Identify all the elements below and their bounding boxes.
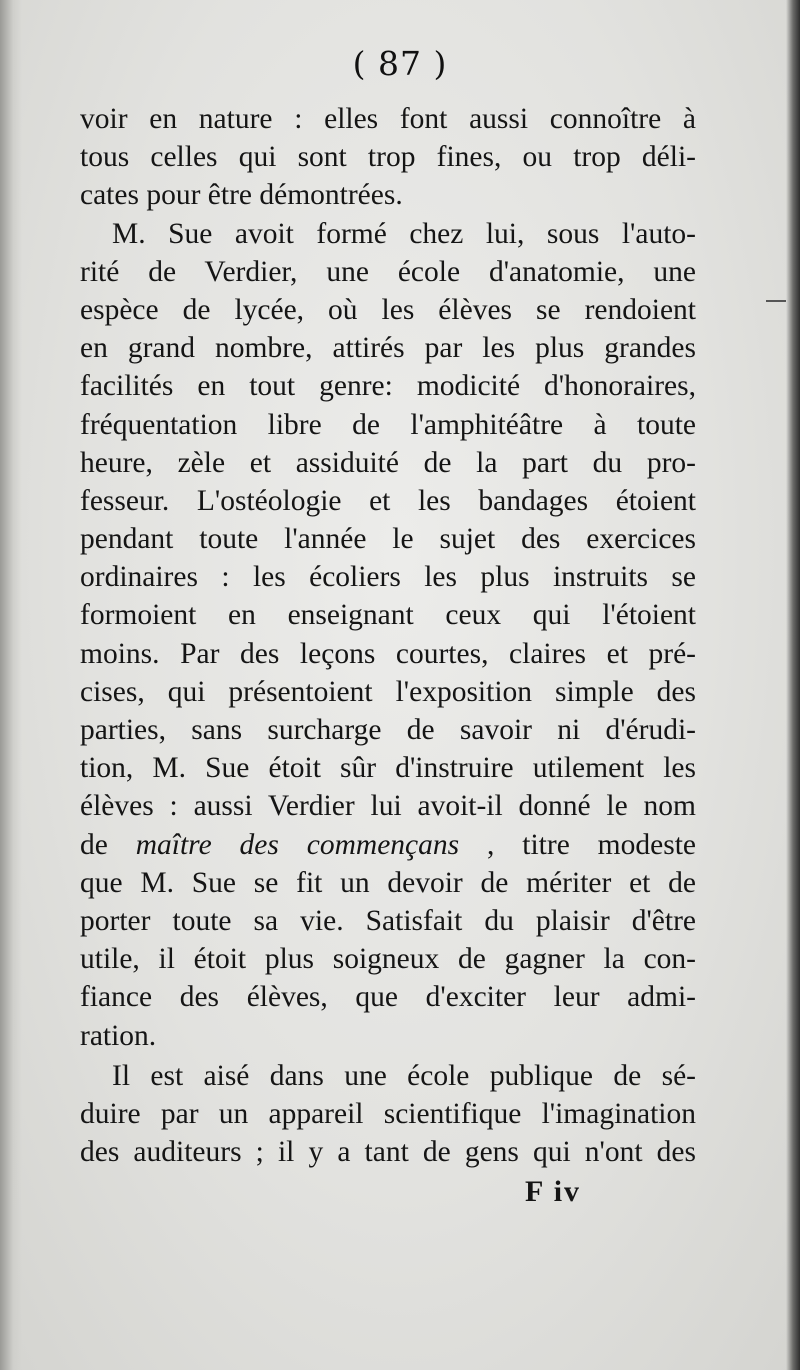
text-line: ordinaires : les écoliers les plus instruits se [80,561,696,594]
text-segment: de [80,828,136,861]
text-line: élèves : aussi Verdier lui avoit-il donné le nom [80,790,696,823]
text-line-with-italic [80,826,696,864]
text-line: que M. Sue se fit un devoir de mériter et de [80,866,696,899]
text-segment: , titre modeste [459,828,696,861]
text-line: facilités en tout genre: modicité d'honoraires, [80,370,696,403]
text-line: cates pour être démontrées. [80,179,403,212]
text-line: rité de Verdier, une école d'anatomie, une [80,255,696,288]
text-line: utile, il étoit plus soigneux de gagner la con- [80,943,696,976]
text-line: moins. Par des leçons courtes, claires et pré- [80,637,696,670]
page-right-edge [786,0,800,1370]
text-line: espèce de lycée, où les élèves se rendoient [80,293,696,326]
text-line: duire par un appareil scientifique l'imagination [80,1097,696,1130]
italic-title: maître des commençans [135,828,460,861]
text-line: porter toute sa vie. Satisfait du plaisir d'être [80,904,696,937]
text-line: voir en nature : elles font aussi connoître à [80,103,696,135]
text-line: fréquentation libre de l'amphitéâtre à toute [80,408,696,441]
body-text [80,100,696,1171]
text-line: M. Sue avoit formé chez lui, sous l'auto- [112,217,696,250]
signature-mark: F iv [525,1175,582,1208]
text-line: pendant toute l'année le sujet des exercices [80,523,696,556]
text-line: fesseur. L'ostéologie et les bandages étoient [80,484,696,517]
margin-mark [766,300,786,302]
text-line: cises, qui présentoient l'exposition simple des [80,675,696,708]
page-number: ( 87 ) [352,44,448,83]
text-line: Il est aisé dans une école publique de sé- [112,1059,696,1092]
text-line: heure, zèle et assiduité de la part du pro- [80,446,696,479]
text-line: tous celles qui sont trop fines, ou trop déli- [80,141,696,174]
text-line: en grand nombre, attirés par les plus grandes [80,332,696,365]
text-line: formoient en enseignant ceux qui l'étoient [80,599,696,632]
page-gutter-shadow [0,0,22,1370]
text-line: ration. [80,1019,157,1052]
text-line: parties, sans surcharge de savoir ni d'érudi- [80,714,696,746]
text-line: tion, M. Sue étoit sûr d'instruire utilement les [80,752,696,785]
text-line: fiance des élèves, que d'exciter leur admi- [80,981,696,1014]
text-line: des auditeurs ; il y a tant de gens qui n'ont des [80,1136,696,1169]
